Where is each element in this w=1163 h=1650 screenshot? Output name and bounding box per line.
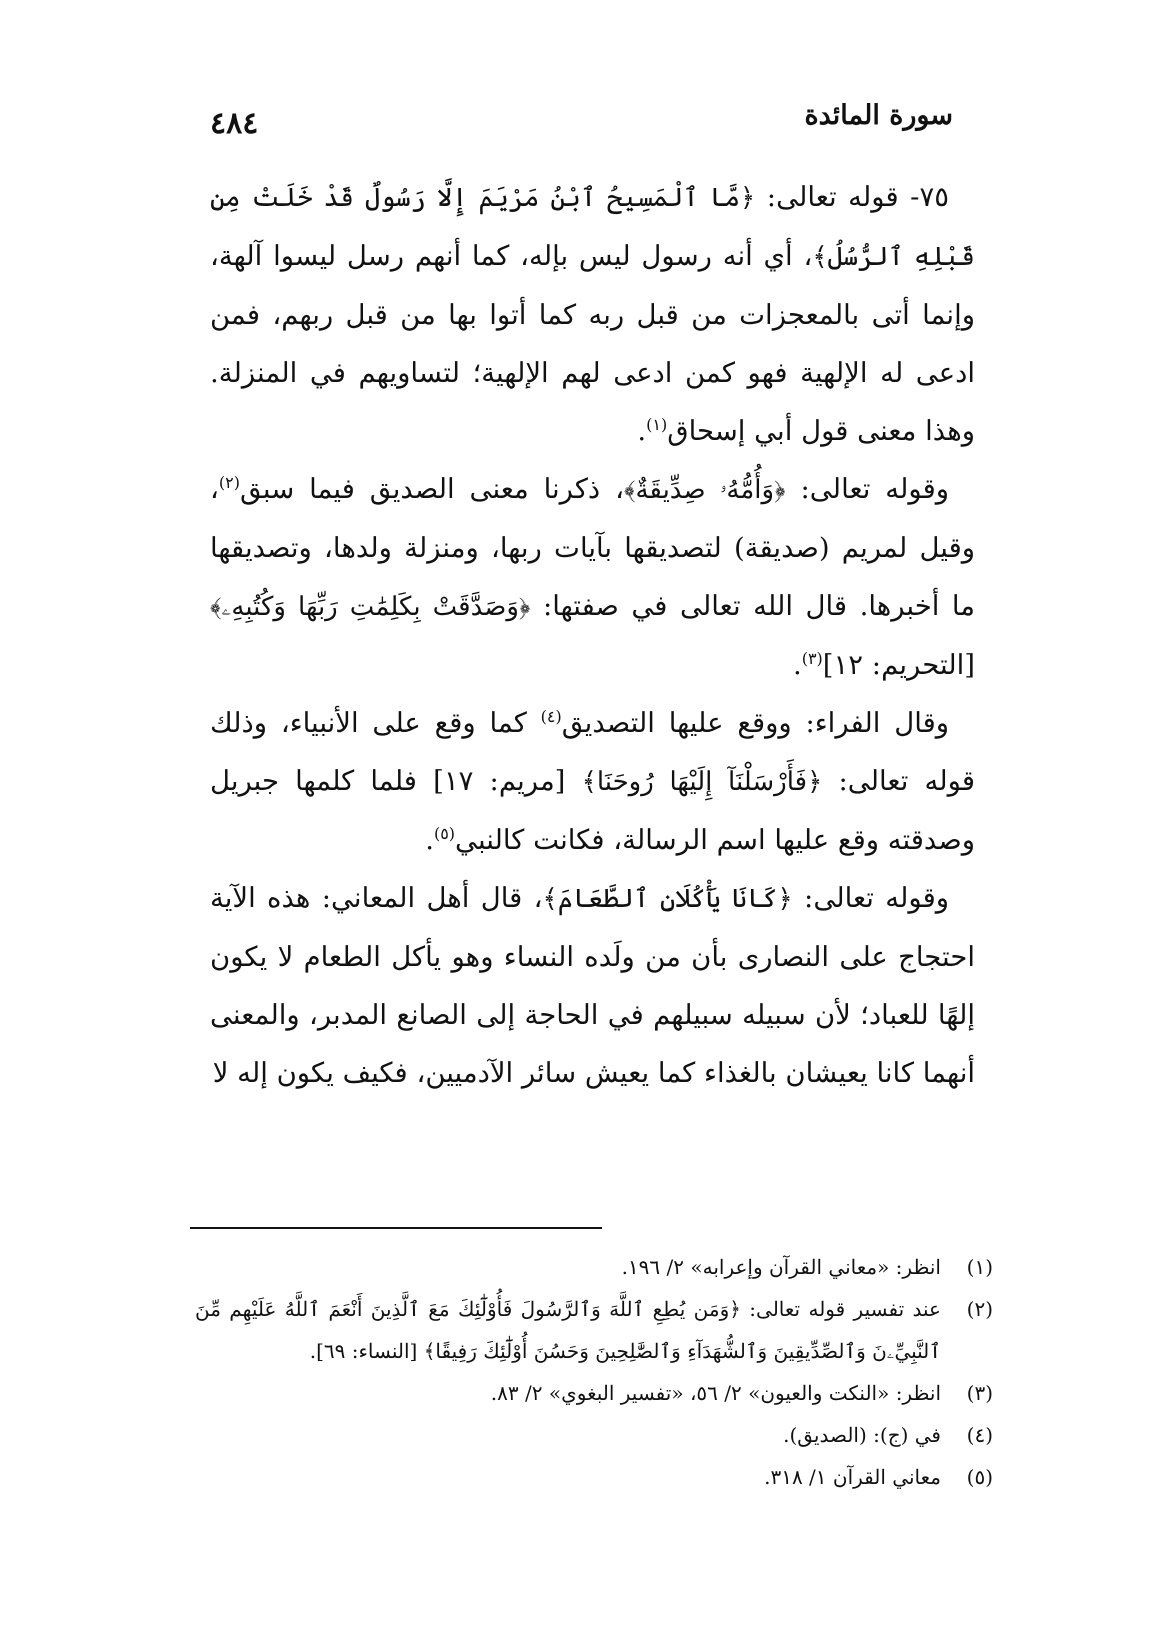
main-text <box>210 168 975 1102</box>
footnote-text: عند تفسير قوله تعالى: ﴿وَمَن يُطِعِ ٱللَّهَ وَٱلرَّسُولَ فَأُوْلَٰٓئِكَ مَعَ ٱلَّذِينَ أَنْعَمَ ٱللَّهُ عَلَيْهِم مِّنَ ٱلنَّبِيِّۦنَ وَٱلصِّدِّيقِينَ وَٱلشُّهَدَآءِ وَٱلصَّٰلِحِينَ وَحَسُنَ أُوْلَٰٓئِكَ رَفِيقًا﴾ [النساء: ٦٩]. <box>195 1297 941 1363</box>
paragraph-lead: ٧٥- قوله تعالى: <box>755 181 950 213</box>
quran-quote: ﴿كَانَا يَأْكُلَانِ ٱلطَّعَامَ﴾ <box>542 884 793 914</box>
paragraph-farra <box>210 694 975 869</box>
page-number: ٤٨٤ <box>210 106 259 141</box>
quran-quote: ﴿فَأَرْسَلْنَآ إِلَيْهَا رُوحَنَا﴾ <box>581 767 823 797</box>
paragraph-text: [مريم: ١٧] فلما كلمها جبريل وصدقته وقع عليها اسم الرسالة، فكانت كالنبي <box>210 765 975 856</box>
quran-quote: ﴿مَّا ٱلْمَسِيحُ ٱبْنُ مَرْيَمَ إِلَّا رَسُولٌ قَدْ خَلَتْ مِن قَبْلِهِ ٱلرُّسُلُ﴾ <box>210 183 975 272</box>
footnote-number: (٣) <box>966 1381 993 1405</box>
verse-reference: [التحريم: ١٢] <box>822 649 975 681</box>
footnote-text: في (ج): (الصديق). <box>783 1423 941 1447</box>
footnote-text: انظر: «معاني القرآن وإعرابه» ٢/ ١٩٦. <box>621 1255 941 1279</box>
footnote-number: (٤) <box>966 1423 993 1447</box>
footnotes <box>195 1246 993 1498</box>
footnote-number: (١) <box>966 1255 993 1279</box>
paragraph-lead: وقوله تعالى: <box>785 473 950 505</box>
footnote-text: انظر: «النكت والعيون» ٢/ ٥٦، «تفسير البغوي» ٢/ ٨٣. <box>490 1381 941 1405</box>
footnote-1 <box>195 1246 993 1288</box>
paragraph-text: ، قال أهل المعاني: هذه الآية احتجاج على النصارى بأن من ولَده النساء وهو يأكل الطعام لا يكون إلهًا للعباد؛ لأن سبيله سبيلهم في الحاجة إلى الصانع المدبر، والمعنى أنهما كانا يعيشان بالغذاء كما يعيش سائر الآدميين، فكيف يكون إله لا <box>210 882 975 1089</box>
paragraph-text: كما وقع على الأنبياء، وذلك قوله تعالى: <box>210 707 975 797</box>
footnote-divider <box>190 1227 602 1229</box>
quran-quote: ﴿وَصَدَّقَتْ بِكَلِمَٰتِ رَبِّهَا وَكُتُبِهِۦ﴾ <box>210 592 531 622</box>
paragraph-end: . <box>425 824 434 856</box>
paragraph-lead: وقال الفراء: ووقع عليها التصديق <box>561 707 949 739</box>
paragraph-end: . <box>792 649 802 681</box>
paragraph-text: ، أي أنه رسول ليس بإله، كما أنهم رسل ليسوا آلهة، وإنما أتى بالمعجزات من قبل ربه كما أتوا بها من قبل ربهم، فمن ادعى له الإلهية فهو كمن ادعى لهم الإلهية؛ لتساويهم في المنزلة. وهذا معنى قول أبي إسحاق <box>210 240 975 447</box>
footnote-5 <box>195 1456 993 1498</box>
footnote-4 <box>195 1414 993 1456</box>
page-header <box>210 100 953 148</box>
paragraph-siddiqa <box>210 460 975 694</box>
footnote-ref[interactable]: (٢) <box>218 472 240 492</box>
paragraph-eating-food <box>210 869 975 1102</box>
paragraph-verse-75 <box>210 168 975 460</box>
paragraph-lead: وقوله تعالى: <box>792 882 950 914</box>
footnote-text: معاني القرآن ١/ ٣١٨. <box>764 1465 941 1489</box>
paragraph-text: ، وقيل لمريم (صديقة) لتصديقها بآيات ربها، ومنزلة ولدها، وتصديقها ما أخبرها. قال الله تعالى في صفتها: <box>210 473 976 622</box>
footnote-ref[interactable]: (٤) <box>540 706 562 726</box>
paragraph-end: . <box>637 415 647 447</box>
footnote-ref[interactable]: (٥) <box>433 823 456 843</box>
running-title: سورة المائدة <box>804 100 953 131</box>
footnote-number: (٥) <box>966 1465 993 1489</box>
paragraph-text: ، ذكرنا معنى الصديق فيما سبق <box>239 473 624 505</box>
quran-quote: ﴿وَأُمُّهُۥ صِدِّيقَةٌ﴾ <box>623 475 786 505</box>
footnote-3 <box>195 1372 993 1414</box>
footnote-number: (٢) <box>966 1297 993 1321</box>
footnote-ref[interactable]: (١) <box>646 414 668 434</box>
footnote-ref[interactable]: (٣) <box>801 648 823 668</box>
footnote-2 <box>195 1288 993 1372</box>
